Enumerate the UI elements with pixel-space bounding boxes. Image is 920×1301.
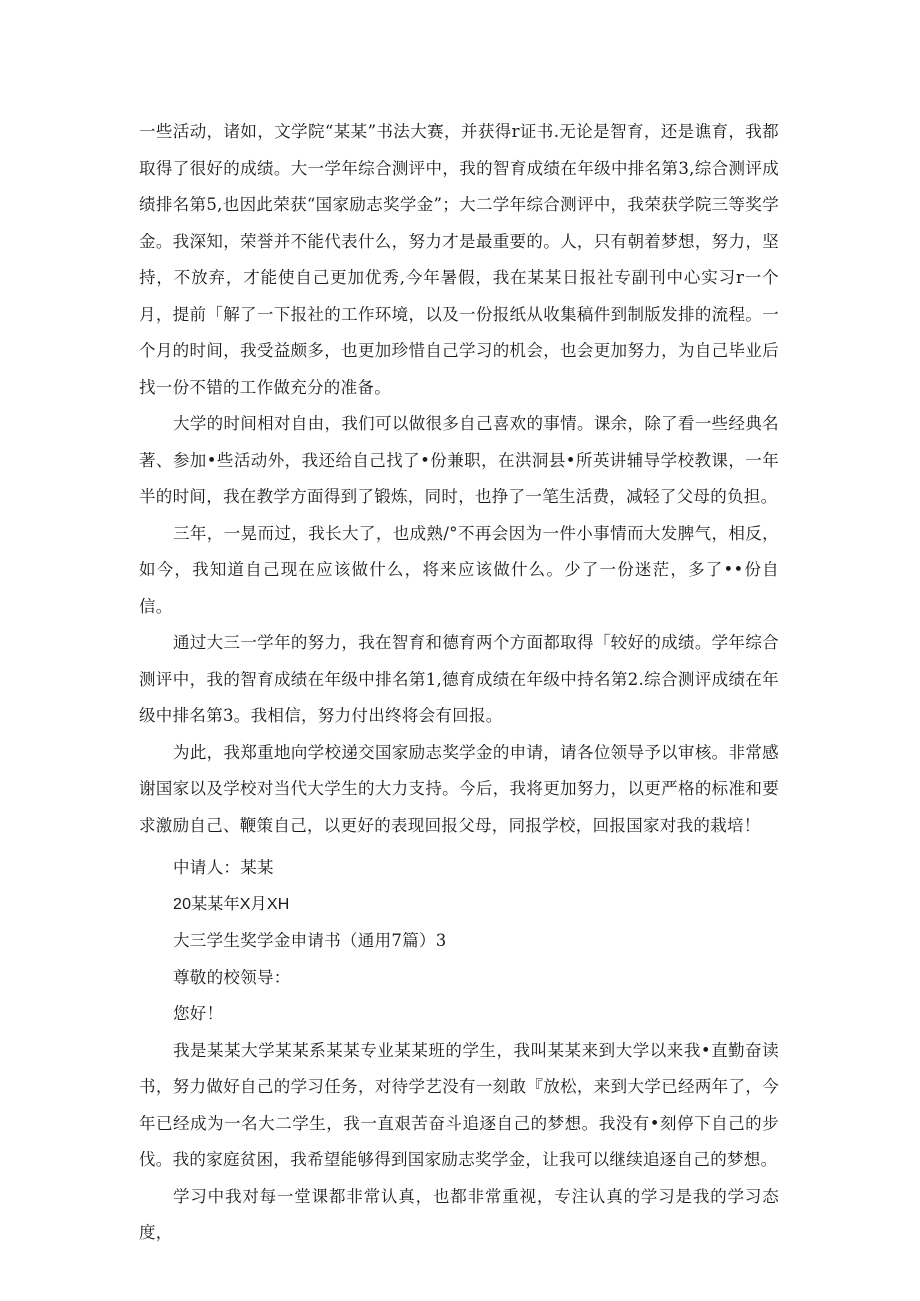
paragraph-activities-honors: 一些活动，诸如，文学院“某某”书法大赛，并获得r证书.无论是智育，还是谯育，我都取得了很好的成绩。大一学年综合测评中，我的智育成绩在年级中排名第3,综合测评成绩排名第5,也因此荣获“国家励志奖学金”；大二学年综合测评中，我荣获学院三等奖学金。我深知，荣誉并不能代表什么，努力才是最重要的。人，只有朝着梦想，努力，坚持，不放弃，才能使自己更加优秀,今年暑假，我在某某日报社专副刊中心实习r一个月，提前「解了一下报社的工作环境，以及一份报纸从收集稿件到制版发排的流程。一个月的时间，我受益颇多，也更加珍惜自己学习的机会，也会更加努力，为自己毕业后找一份不错的工作做充分的准备。: [139, 122, 779, 397]
document-body: [139, 114, 779, 1252]
paragraph-part-time-job: 大学的时间相对自由，我们可以做很多自己喜欢的事情。课余，除了看一些经典名著、参加•些活动外，我还给自己找了•份兼职，在洪洞县•所英讲辅导学校教课，一年半的时间，我在教学方面得到了锻炼，同时，也挣了一笔生活费，减轻了父母的负担。: [139, 414, 779, 506]
applicant-signature: 中请人：某某: [173, 858, 274, 877]
greeting: 您好！: [173, 1004, 224, 1023]
paragraph-growth: 三年，一晃而过，我长大了，也成熟/°不再会因为一件小事情而大发脾气，相反，如今，我知道自己现在应该做什么，将来应该做什么。少了一份迷茫，多了••份自信。: [139, 523, 779, 616]
paragraph-self-introduction: 我是某某大学某某系某某专业某某班的学生，我叫某某来到大学以来我•直勤奋读书，努力做好自己的学习任务，对待学艺没有一刻敢『放松，来到大学已经两年了，今年已经成为一名大二学生，我一直艰苦奋斗追逐自己的梦想。我没有•刻停下自己的步伐。我的家庭贫困，我希望能够得到国家励志奖学金，让我可以继续追逐自己的梦想。: [139, 1040, 779, 1169]
paragraph-application-request: 为此，我郑重地向学校递交国家励志奖学金的申请，请各位领导予以审核。非常感谢国家以及学校对当代大学生的大力支持。今后，我将更加努力，以更严格的标准和要求激励自己、鞭策自己，以更好的表现回报父母，同报学校，回报国家对我的栽培！: [139, 742, 779, 835]
application-date: 20某某年X月XH: [173, 895, 290, 913]
salutation: 尊敬的校领导：: [173, 967, 291, 987]
section-heading: 大三学生奖学金申请书（通用7篇）3: [173, 931, 447, 950]
paragraph-third-year-results: 通过大三一学年的努力，我在智育和德育两个方面都取得「较好的成绩。学年综合测评中，我的智育成绩在年级中排名第1,德育成绩在年级中持名第2.综合测评成绩在年级中排名第3。我相信，努力付出终将会有回报。: [139, 633, 779, 725]
paragraph-study-attitude: 学习中我对每一堂课都非常认真，也都非常重视，专注认真的学习是我的学习态度，: [139, 1186, 779, 1242]
